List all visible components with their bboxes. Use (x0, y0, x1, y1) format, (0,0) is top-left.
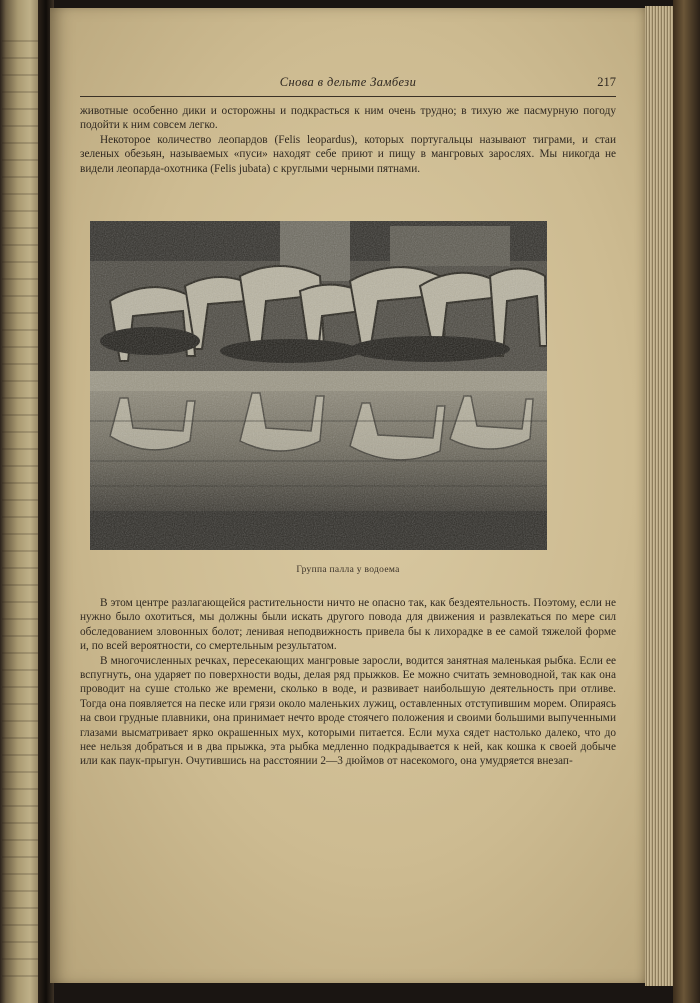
photo-illustration (90, 221, 547, 550)
paragraph: Некоторое количество леопардов (Felis leopardus), которых португальцы называют тиграми, и стаи зеленых обезьян, называемых «пуси» находят себе приют и пищу в мангровых зарослях. Мы никогда не видели леопарда-охотника (Felis jubata) с круглыми черными пятнами. (80, 133, 616, 175)
text-block-top (80, 104, 616, 176)
running-head (80, 72, 616, 97)
photo-impalas-at-waterhole (90, 221, 547, 550)
book-page (50, 8, 645, 983)
paragraph: В этом центре разлагающейся растительности ничто не опасно так, как бездеятельность. Поэтому, если не нужно было охотиться, мы должны были искать другого повода для движения и развлекаться по мере сил обследованием зловонных болот; ленивая неподвижность привела бы к лихорадке в ее самой тяжелой форме и, по всей вероятности, со смертельным результатом. (80, 597, 616, 653)
paragraph: животные особенно дики и осторожны и подкрасться к ним очень трудно; в тихую же пасмурную погоду подойти к ним совсем легко. (80, 105, 616, 132)
paragraph: В многочисленных речках, пересекающих мангровые заросли, водится занятная маленькая рыбка. Если ее вспугнуть, она ударяет по поверхности воды, делая ряд прыжков. Ее можно считать земноводной, так как она проводит на суше столько же времени, сколько в воде, и развивает наибольшую деятельность при отливе. Тогда она появляется на песке или грязи около маленьких лужиц, оставленных отступившим морем. Опираясь на свои грудные плавники, она принимает нечто вроде стоячего положения и своими большими выпученными глазами высматривает ярко окрашенных мух, которыми питается. Если муха сядет настолько далеко, что до нее нельзя добраться и в два прыжка, эта рыбка медленно подкрадывается к ней, как кошка к своей добыче или как паук-прыгун. Очутившись на расстоянии 2—3 дюймов от насекомого, она умудряется внезап- (80, 654, 616, 768)
book-cover-edge (673, 0, 700, 1003)
left-page-text-fragment (2, 40, 40, 980)
figure-caption: Группа палла у водоема (296, 565, 400, 575)
running-title: Снова в дельте Замбези (279, 75, 417, 89)
page-edge-stack (645, 6, 673, 986)
page-number: 217 (597, 75, 616, 89)
text-block-bottom (80, 596, 616, 769)
